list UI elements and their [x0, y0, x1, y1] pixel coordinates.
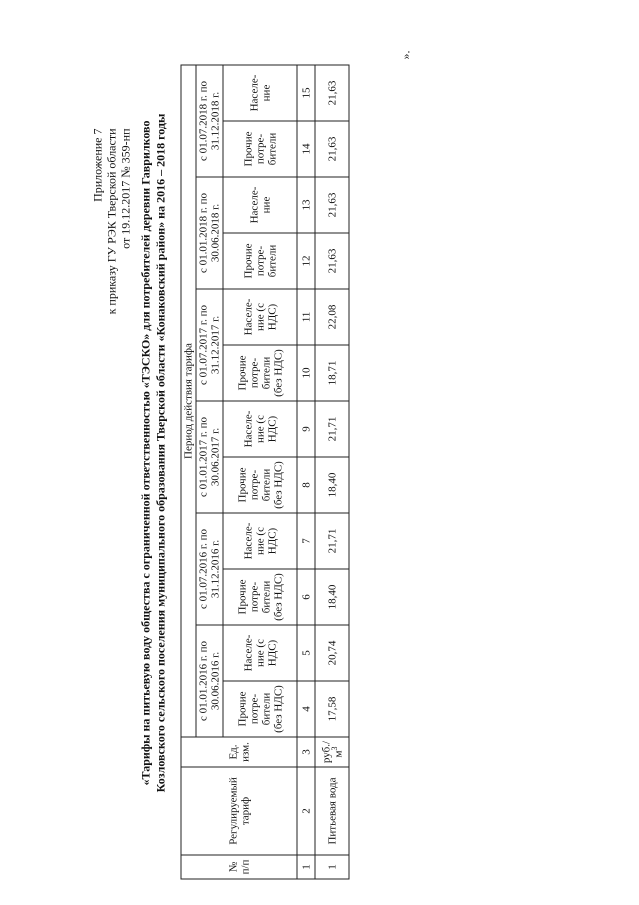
- tariff-value: 21,63: [315, 121, 349, 177]
- column-number: 11: [297, 289, 315, 345]
- header-row: [181, 65, 196, 879]
- row-tariff: Питьевая вода: [315, 767, 349, 855]
- tariff-value: 21,63: [315, 65, 349, 121]
- column-number: 2: [297, 767, 315, 855]
- document-title: [138, 0, 168, 905]
- column-number: 12: [297, 233, 315, 289]
- appendix-header: [90, 128, 132, 314]
- unit-text: руб./м: [319, 740, 344, 763]
- column-number: 6: [297, 569, 315, 625]
- subheader-cell: Прочие потре- бители (без НДС): [223, 345, 297, 401]
- subheader-cell: Прочие потре- бители (без НДС): [223, 457, 297, 513]
- column-number: 15: [297, 65, 315, 121]
- column-number: 3: [297, 737, 315, 767]
- subheader-cell: Прочие потре- бители: [223, 233, 297, 289]
- tariff-value: 21,71: [315, 401, 349, 457]
- column-number: 7: [297, 513, 315, 569]
- header-unit: Ед. изм.: [181, 737, 297, 767]
- column-number: 10: [297, 345, 315, 401]
- header-tariff: Регулируемый тариф: [181, 767, 297, 855]
- title-line: «Тарифы на питьевую воду общества с ограниченной ответственностью «ТЭСКО» для потребителей деревни Гаврилково: [138, 120, 152, 785]
- appendix-line: Приложение 7: [90, 128, 104, 202]
- period-cell: с 01.01.2018 г. по 30.06.2018 г.: [196, 177, 223, 289]
- tariff-table: [180, 64, 349, 879]
- column-number: 5: [297, 625, 315, 681]
- period-cell: с 01.07.2018 г. по 31.12.2018 г.: [196, 65, 223, 177]
- closing-quote: ».: [398, 50, 412, 59]
- row-number: 1: [315, 855, 349, 879]
- column-number: 4: [297, 681, 315, 737]
- subheader-cell: Населе- ние (с НДС): [223, 401, 297, 457]
- header-period: Период действия тарифа: [181, 65, 196, 737]
- column-number: 8: [297, 457, 315, 513]
- table-row: [315, 65, 349, 879]
- column-number: 13: [297, 177, 315, 233]
- tariff-value: 22,08: [315, 289, 349, 345]
- subheader-cell: Населе- ние (с НДС): [223, 289, 297, 345]
- tariff-value: 17,58: [315, 681, 349, 737]
- column-number: 14: [297, 121, 315, 177]
- tariff-value: 20,74: [315, 625, 349, 681]
- column-number: 1: [297, 855, 315, 879]
- tariff-value: 18,71: [315, 345, 349, 401]
- period-cell: с 01.01.2017 г. по 30.06.2017 г.: [196, 401, 223, 513]
- title-line: Козловского сельского поселения муниципального образования Тверской области «Конаковский район» на 2016 – 2018 годы: [153, 113, 167, 792]
- period-cell: с 01.07.2016 г. по 31.12.2016 г.: [196, 513, 223, 625]
- subheader-cell: Прочие потре- бители: [223, 121, 297, 177]
- header-no: № п/п: [181, 855, 297, 879]
- appendix-line: от 19.12.2017 № 359-нп: [118, 128, 132, 249]
- subheader-cell: Населе- ние: [223, 177, 297, 233]
- unit-superscript: 3: [328, 746, 338, 751]
- column-number-row: [297, 65, 315, 879]
- tariff-value: 21,71: [315, 513, 349, 569]
- tariff-value: 21,63: [315, 233, 349, 289]
- tariff-value: 18,40: [315, 457, 349, 513]
- tariff-value: 18,40: [315, 569, 349, 625]
- subheader-cell: Прочие потре- бители (без НДС): [223, 681, 297, 737]
- period-cell: с 01.01.2016 г. по 30.06.2016 г.: [196, 625, 223, 737]
- subheader-cell: Населе- ние (с НДС): [223, 625, 297, 681]
- tariff-value: 21,63: [315, 177, 349, 233]
- subheader-cell: Населе- ние (с НДС): [223, 513, 297, 569]
- subheader-cell: Населе- ние: [223, 65, 297, 121]
- column-number: 9: [297, 401, 315, 457]
- row-unit: [315, 737, 349, 767]
- appendix-line: к приказу ГУ РЭК Тверской области: [104, 128, 118, 314]
- period-cell: с 01.07.2017 г. по 31.12.2017 г.: [196, 289, 223, 401]
- subheader-cell: Прочие потре- бители (без НДС): [223, 569, 297, 625]
